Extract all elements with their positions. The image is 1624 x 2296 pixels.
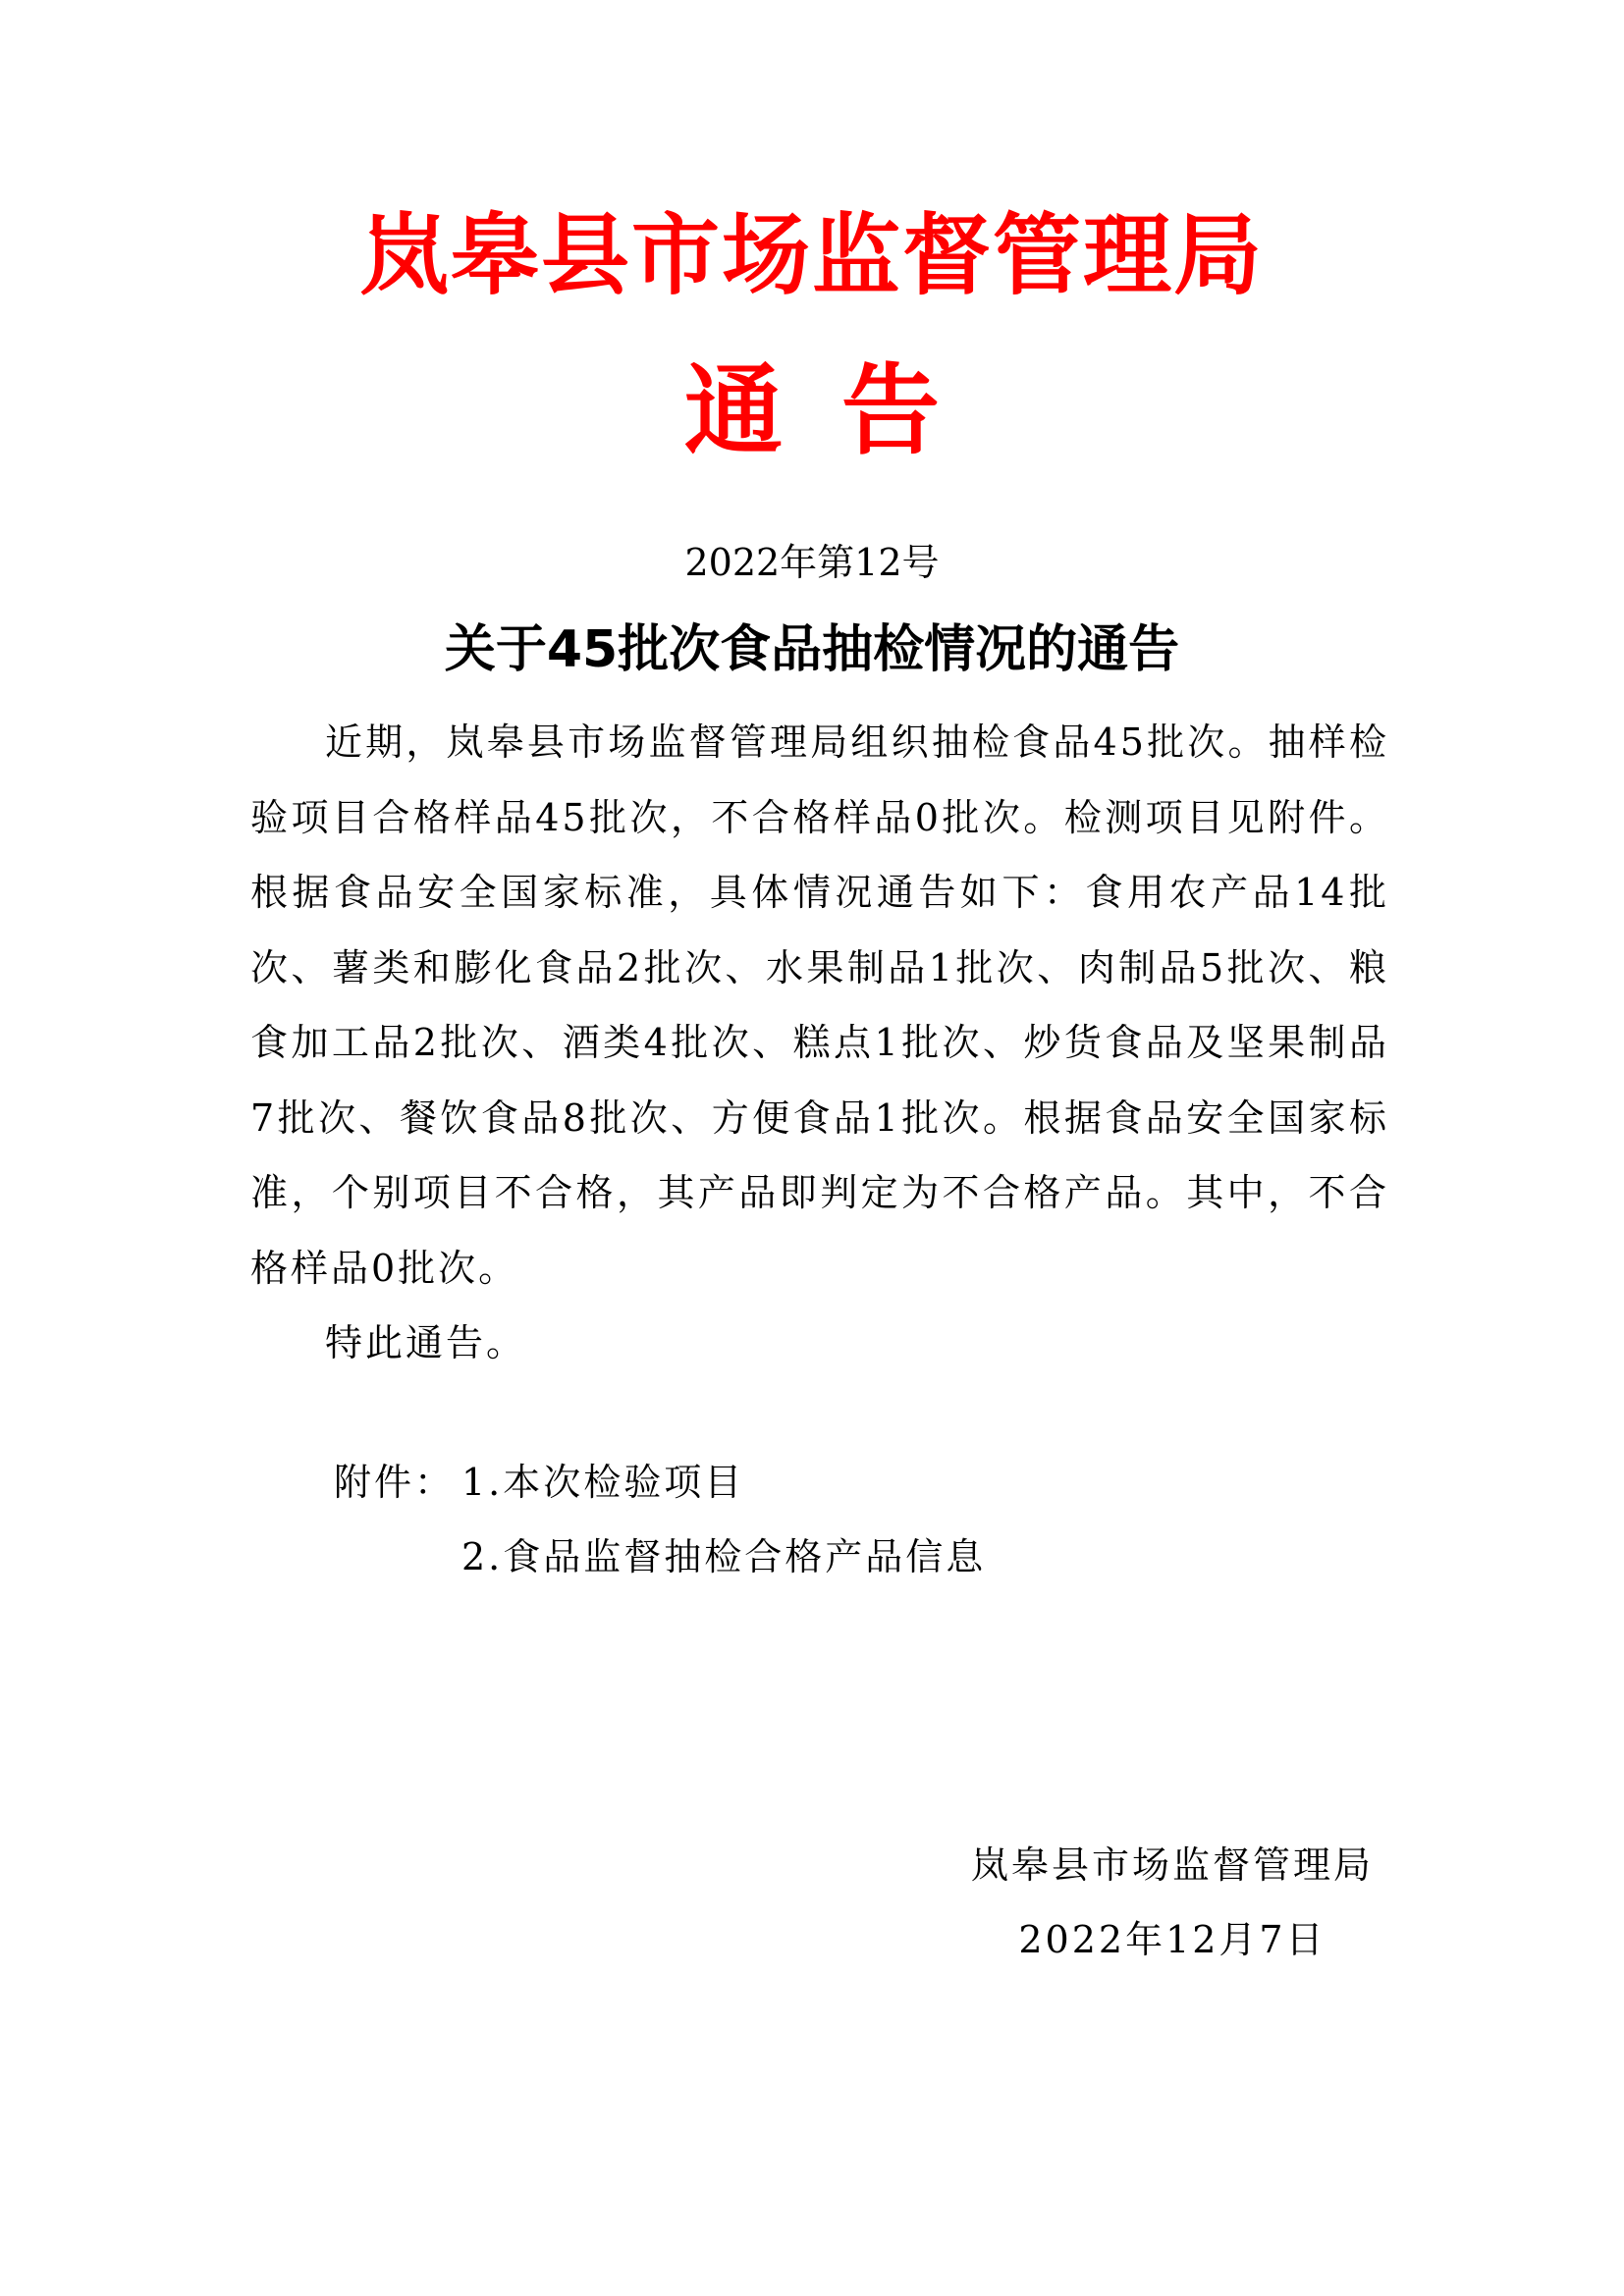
document-body — [250, 705, 1389, 1381]
attachment-row-1 — [334, 1445, 1316, 1520]
body-paragraph-1: 近期，岚皋县市场监督管理局组织抽检食品45批次。抽样检验项目合格样品45批次，不合格样品0批次。检测项目见附件。根据食品安全国家标准，具体情况通告如下：食用农产品14批次、薯类和膨化食品2批次、水果制品1批次、肉制品5批次、粮食加工品2批次、酒类4批次、糕点1批次、炒货食品及坚果制品7批次、餐饮食品8批次、方便食品1批次。根据食品安全国家标准，个别项目不合格，其产品即判定为不合格产品。其中，不合格样品0批次。 — [250, 721, 1389, 1290]
body-paragraph-2: 特此通告。 — [325, 1321, 527, 1364]
header-agency-name: 岚皋县市场监督管理局 — [360, 203, 1264, 307]
attachment-row-2 — [334, 1520, 1316, 1594]
attachment-item-2: 2.食品监督抽检合格产品信息 — [461, 1535, 987, 1578]
attachments-label: 附件： — [334, 1461, 456, 1504]
attachments-block — [334, 1445, 1316, 1594]
document-number: 2022年第12号 — [684, 541, 940, 584]
signature-date: 2022年12月7日 — [1018, 1918, 1326, 1961]
signature-agency: 岚皋县市场监督管理局 — [970, 1843, 1374, 1887]
signature-block — [971, 1828, 1374, 1977]
attachment-item-1: 1.本次检验项目 — [461, 1461, 745, 1504]
document-title: 关于45批次食品抽检情况的通告 — [444, 620, 1180, 679]
header-notice-title: 通告 — [684, 352, 999, 468]
